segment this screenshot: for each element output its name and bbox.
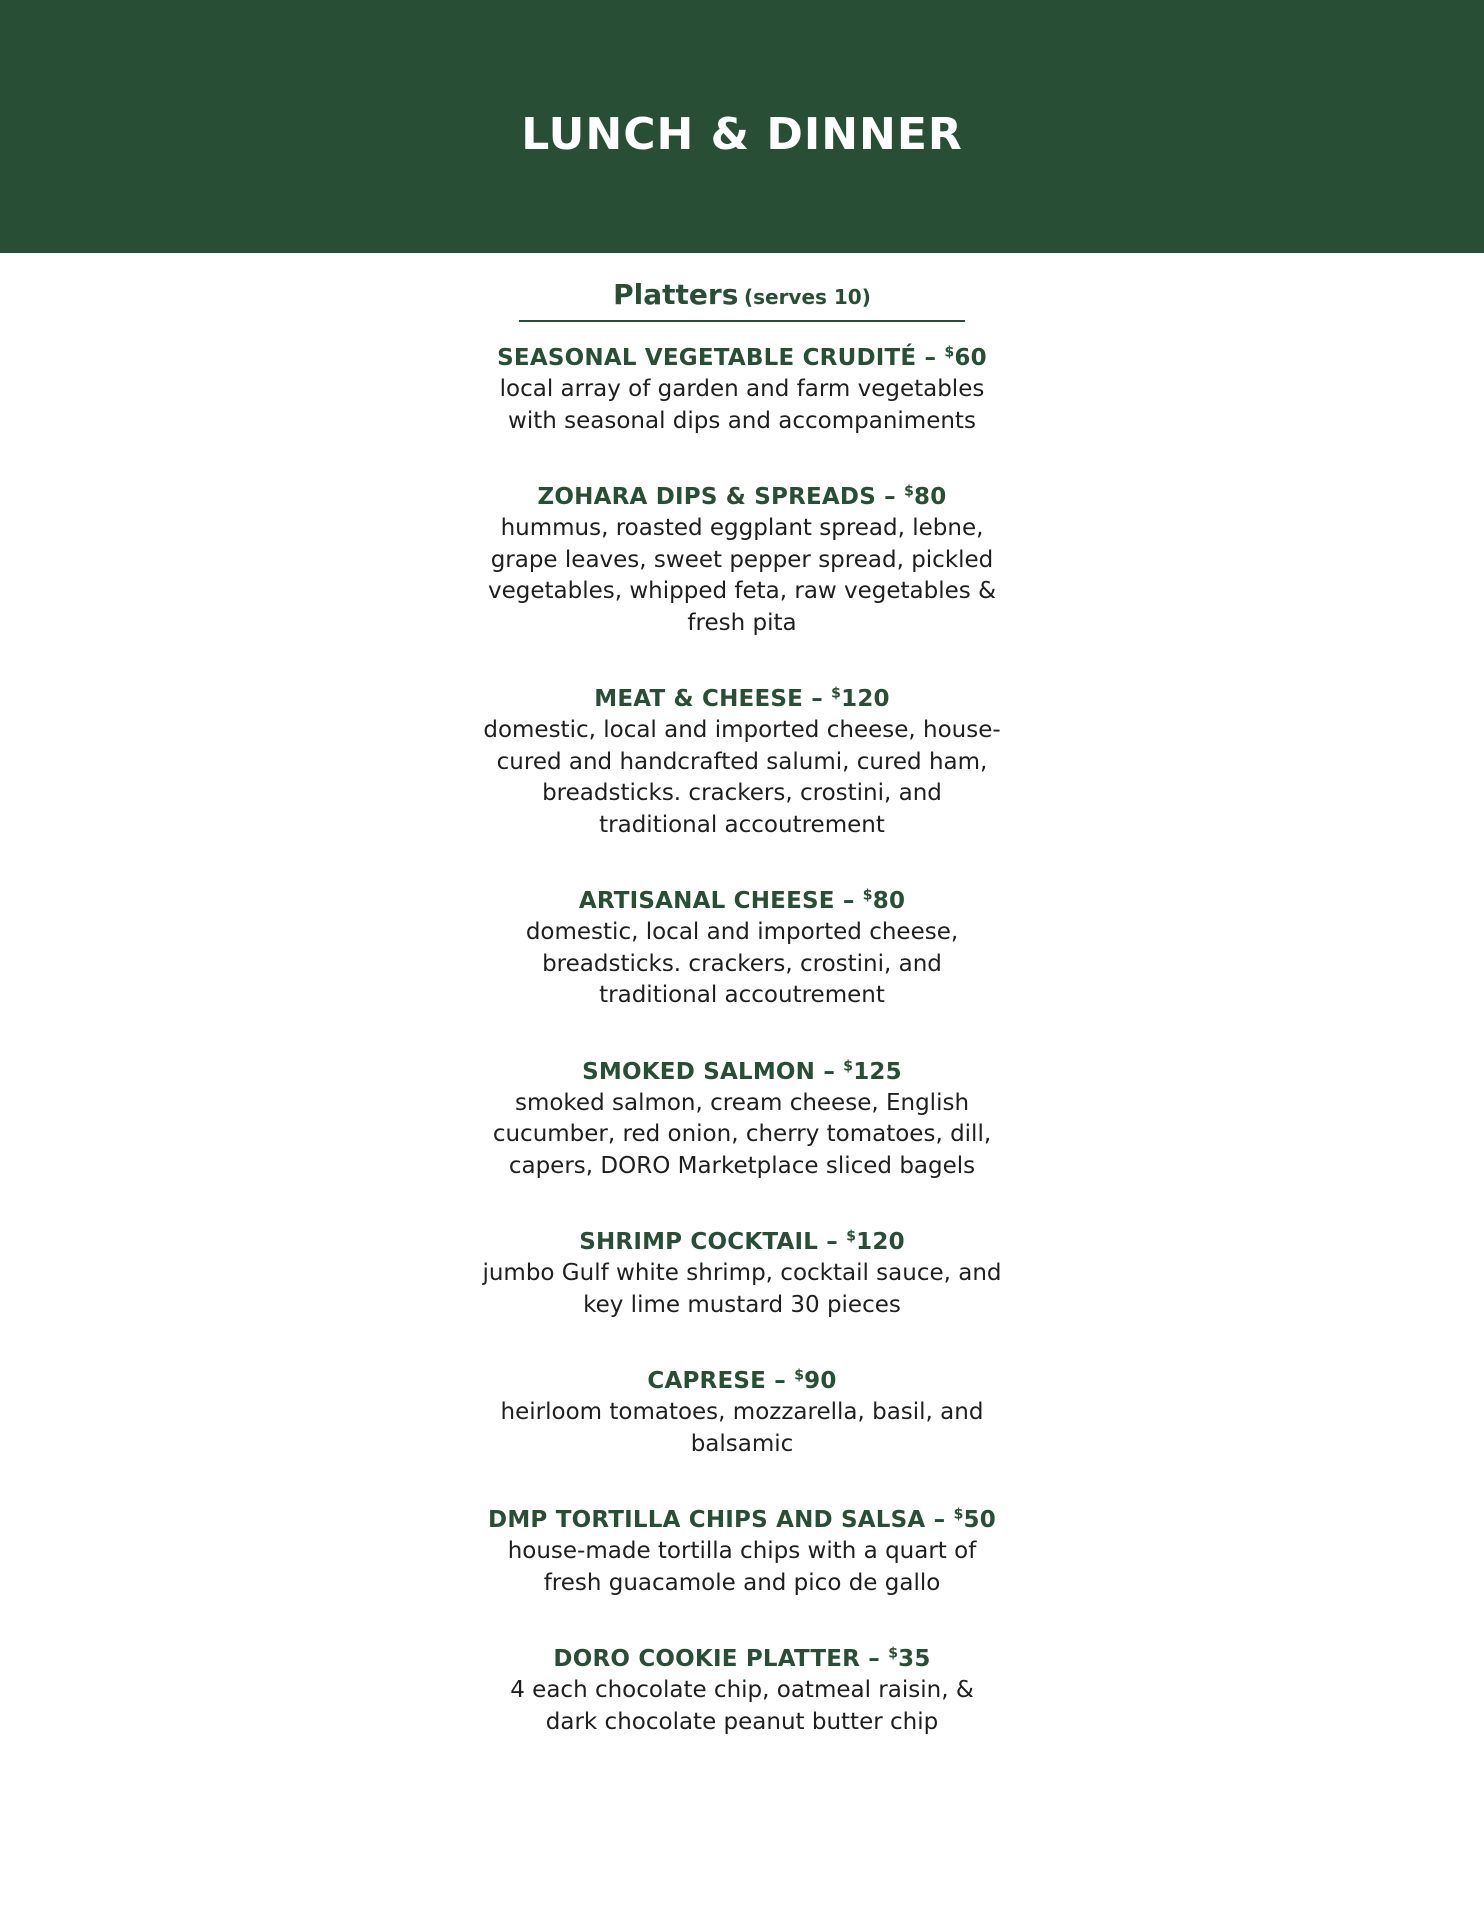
price-value: 60 bbox=[954, 345, 987, 371]
price-value: 120 bbox=[856, 1229, 905, 1255]
menu-item-separator: – bbox=[925, 1507, 954, 1533]
menu-item-name: SHRIMP COCKTAIL bbox=[579, 1229, 819, 1255]
menu-item-price bbox=[794, 1368, 836, 1394]
menu-item-description: heirloom tomatoes, mozzarella, basil, and balsamic bbox=[500, 1399, 984, 1457]
menu-item-separator: – bbox=[803, 686, 832, 712]
section-divider bbox=[519, 320, 965, 322]
menu-item bbox=[432, 481, 1052, 639]
menu-item-separator: – bbox=[766, 1368, 795, 1394]
currency-symbol: $ bbox=[888, 1645, 899, 1662]
price-value: 35 bbox=[898, 1646, 931, 1672]
currency-symbol: $ bbox=[953, 1506, 964, 1523]
menu-item-separator: – bbox=[815, 1058, 844, 1085]
menu-item bbox=[432, 1056, 1052, 1183]
section-title: Platters bbox=[613, 278, 739, 311]
currency-symbol: $ bbox=[846, 1228, 857, 1245]
price-value: 80 bbox=[914, 484, 947, 510]
menu-item-separator: – bbox=[875, 484, 905, 510]
header-banner bbox=[0, 0, 1484, 253]
menu-item-price bbox=[954, 1507, 996, 1533]
price-value: 120 bbox=[841, 686, 890, 712]
menu-item-name: ARTISANAL CHEESE bbox=[578, 888, 835, 914]
menu-item-price bbox=[831, 686, 890, 712]
menu-item-name: CAPRESE bbox=[647, 1368, 767, 1394]
menu-item-description: hummus, roasted eggplant spread, lebne, grape leaves, sweet pepper spread, pickled vegetables, whipped feta, raw vegetables & fresh pita bbox=[487, 515, 997, 636]
menu-item-description: domestic, local and imported cheese, house-cured and handcrafted salumi, cured ham, breadsticks. crackers, crostini, and traditional accoutrement bbox=[483, 717, 1001, 838]
price-value: 50 bbox=[963, 1507, 996, 1533]
menu-item-price bbox=[843, 1059, 902, 1085]
price-value: 90 bbox=[804, 1368, 837, 1394]
menu-item-separator: – bbox=[916, 345, 945, 371]
currency-symbol: $ bbox=[794, 1367, 805, 1384]
menu-item-price bbox=[944, 345, 986, 371]
page-title: LUNCH & DINNER bbox=[521, 109, 963, 160]
menu-list bbox=[432, 342, 1052, 1782]
menu-item-description: jumbo Gulf white shrimp, cocktail sauce, and key lime mustard 30 pieces bbox=[482, 1260, 1002, 1318]
menu-item bbox=[432, 342, 1052, 437]
menu-item-name: DORO COOKIE PLATTER bbox=[553, 1646, 861, 1672]
menu-item-separator: – bbox=[834, 888, 863, 914]
currency-symbol: $ bbox=[843, 1057, 854, 1074]
menu-item bbox=[432, 1643, 1052, 1738]
menu-item-separator: – bbox=[860, 1646, 889, 1672]
section-header bbox=[519, 276, 965, 316]
menu-item-price bbox=[888, 1646, 930, 1672]
currency-symbol: $ bbox=[944, 344, 955, 361]
menu-item-description: house-made tortilla chips with a quart of fresh guacamole and pico de gallo bbox=[507, 1538, 977, 1596]
menu-item-price bbox=[846, 1229, 905, 1255]
section-subtitle: (serves 10) bbox=[743, 285, 871, 309]
price-value: 80 bbox=[872, 888, 906, 914]
price-value: 125 bbox=[853, 1058, 902, 1085]
menu-item-description: 4 each chocolate chip, oatmeal raisin, & dark chocolate peanut butter chip bbox=[510, 1677, 974, 1735]
menu-item-name: ZOHARA DIPS & SPREADS bbox=[537, 484, 876, 510]
menu-item-name: MEAT & CHEESE bbox=[594, 686, 804, 712]
menu-item-description: domestic, local and imported cheese, breadsticks. crackers, crostini, and traditional accoutrement bbox=[525, 919, 959, 1008]
menu-item-price bbox=[904, 484, 946, 510]
menu-item bbox=[432, 1226, 1052, 1321]
menu-item-name: SEASONAL VEGETABLE CRUDITÉ bbox=[497, 345, 917, 371]
menu-item-name: DMP TORTILLA CHIPS AND SALSA bbox=[488, 1507, 926, 1533]
menu-item bbox=[432, 1504, 1052, 1599]
menu-item bbox=[432, 1365, 1052, 1460]
currency-symbol: $ bbox=[904, 483, 915, 500]
menu-item-description: local array of garden and farm vegetables with seasonal dips and accompaniments bbox=[499, 376, 985, 434]
menu-item-name: SMOKED SALMON bbox=[582, 1058, 816, 1085]
currency-symbol: $ bbox=[831, 685, 842, 702]
menu-item bbox=[432, 885, 1052, 1012]
menu-item-price bbox=[863, 888, 905, 914]
menu-item bbox=[432, 683, 1052, 841]
currency-symbol: $ bbox=[862, 887, 873, 904]
menu-item-separator: – bbox=[818, 1229, 847, 1255]
menu-item-description: smoked salmon, cream cheese, English cucumber, red onion, cherry tomatoes, dill, capers, DORO Marketplace sliced bagels bbox=[492, 1089, 992, 1179]
